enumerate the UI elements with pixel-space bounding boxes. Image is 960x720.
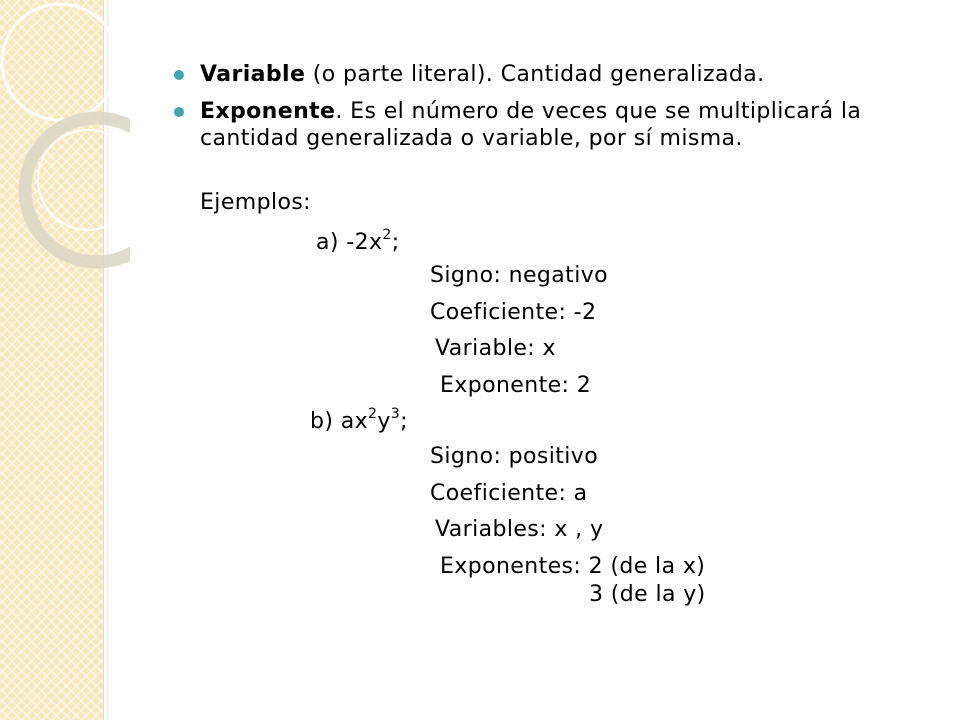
example-b-exponentes: Exponentes: 2 (de la x) xyxy=(440,554,706,579)
example-a-coeficiente: Coeficiente: -2 xyxy=(430,300,597,325)
example-b-exponent-x: 2 xyxy=(368,405,378,422)
term-variable: Variable xyxy=(200,62,306,87)
example-b-coeficiente: Coeficiente: a xyxy=(430,481,588,506)
example-a-variable: Variable: x xyxy=(435,336,556,361)
ring-large xyxy=(2,4,118,120)
example-b-prefix: b) ax xyxy=(310,409,369,434)
example-b-expression xyxy=(310,405,408,435)
bullet-variable-text: (o parte literal). Cantidad generalizada. xyxy=(305,62,765,87)
example-a-signo: Signo: negativo xyxy=(430,263,608,288)
bullet-exponente xyxy=(200,99,861,125)
ring-small xyxy=(38,130,130,230)
bullet-exponente-text-2: cantidad generalizada o variable, por sí misma. xyxy=(200,126,743,151)
bullet-marker-1 xyxy=(174,70,184,80)
example-a-suffix: ; xyxy=(391,230,400,255)
example-b-exponente-y: 3 (de la y) xyxy=(589,582,706,607)
example-b-suffix: ; xyxy=(400,409,408,434)
example-b-signo: Signo: positivo xyxy=(430,444,599,469)
term-exponente: Exponente xyxy=(200,99,336,124)
example-a-prefix: a) -2x xyxy=(316,230,383,255)
example-a-expression xyxy=(316,226,400,256)
example-a-exponent: 2 xyxy=(382,226,392,243)
decorative-circles xyxy=(0,0,130,720)
example-b-y: y xyxy=(377,409,391,434)
example-b-exponent-y: 3 xyxy=(390,405,401,422)
example-b-variables: Variables: x , y xyxy=(435,517,604,542)
bullet-marker-2 xyxy=(174,107,184,117)
bullet-exponente-text-1: . Es el número de veces que se multiplicará la xyxy=(335,99,862,124)
example-a-exponente: Exponente: 2 xyxy=(440,373,592,398)
examples-heading: Ejemplos: xyxy=(200,190,311,215)
ring-gray xyxy=(25,118,130,262)
bullet-variable xyxy=(200,62,765,88)
